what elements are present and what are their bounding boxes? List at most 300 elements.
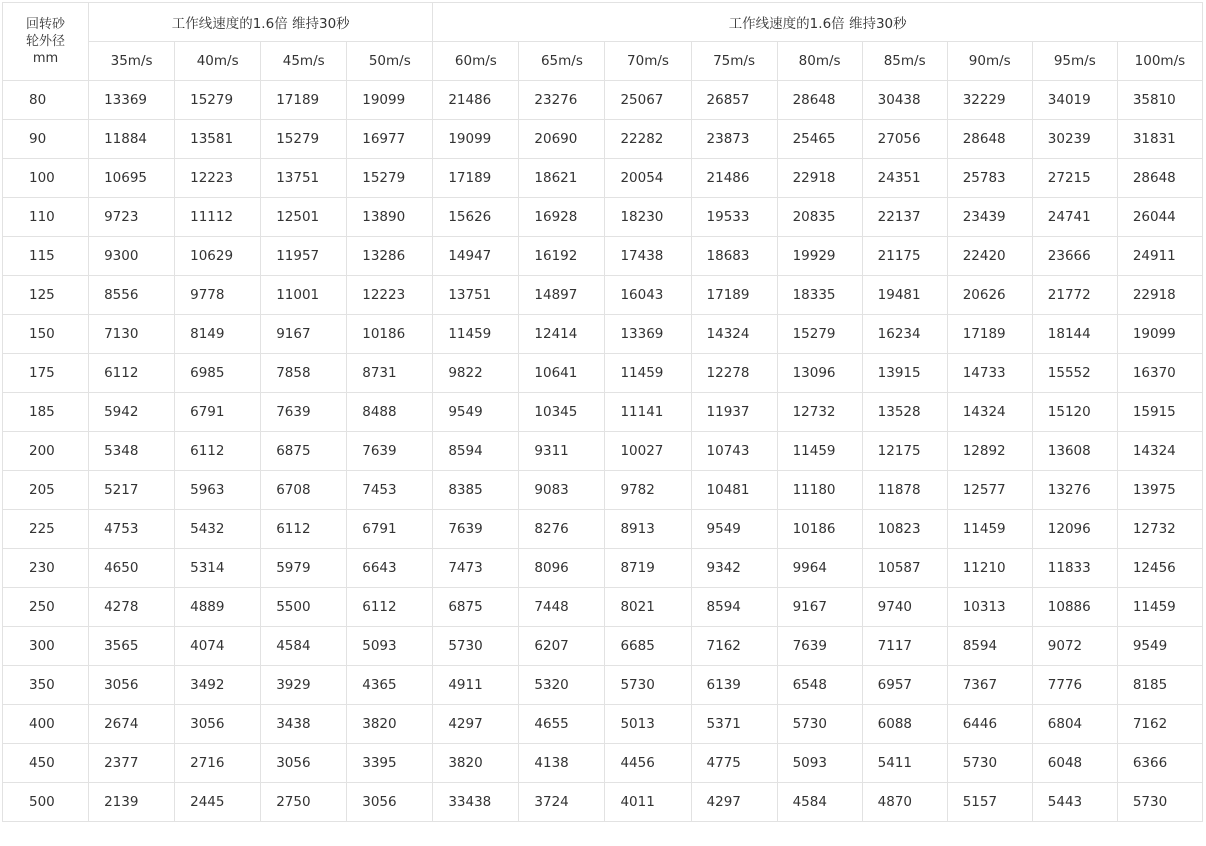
speed-header-11: 95m/s <box>1032 42 1117 81</box>
value-cell: 11459 <box>605 354 691 393</box>
value-cell: 6804 <box>1032 705 1117 744</box>
value-cell: 6875 <box>433 588 519 627</box>
value-cell: 9167 <box>777 588 862 627</box>
value-cell: 6088 <box>862 705 947 744</box>
value-cell: 19099 <box>1117 315 1202 354</box>
value-cell: 10743 <box>691 432 777 471</box>
value-cell: 10886 <box>1032 588 1117 627</box>
value-cell: 5371 <box>691 705 777 744</box>
diameter-cell: 200 <box>3 432 89 471</box>
speed-header-8: 80m/s <box>777 42 862 81</box>
value-cell: 3565 <box>89 627 175 666</box>
value-cell: 7858 <box>261 354 347 393</box>
value-cell: 5432 <box>175 510 261 549</box>
value-cell: 22137 <box>862 198 947 237</box>
value-cell: 7367 <box>947 666 1032 705</box>
value-cell: 5730 <box>1117 783 1202 822</box>
value-cell: 11001 <box>261 276 347 315</box>
value-cell: 4775 <box>691 744 777 783</box>
value-cell: 10345 <box>519 393 605 432</box>
value-cell: 13096 <box>777 354 862 393</box>
diameter-cell: 80 <box>3 81 89 120</box>
value-cell: 13528 <box>862 393 947 432</box>
value-cell: 12223 <box>175 159 261 198</box>
value-cell: 24741 <box>1032 198 1117 237</box>
value-cell: 9549 <box>433 393 519 432</box>
value-cell: 5013 <box>605 705 691 744</box>
value-cell: 13915 <box>862 354 947 393</box>
value-cell: 16043 <box>605 276 691 315</box>
value-cell: 4584 <box>261 627 347 666</box>
value-cell: 12501 <box>261 198 347 237</box>
value-cell: 5963 <box>175 471 261 510</box>
value-cell: 31831 <box>1117 120 1202 159</box>
value-cell: 20054 <box>605 159 691 198</box>
value-cell: 11937 <box>691 393 777 432</box>
value-cell: 10481 <box>691 471 777 510</box>
value-cell: 5348 <box>89 432 175 471</box>
value-cell: 6548 <box>777 666 862 705</box>
value-cell: 2377 <box>89 744 175 783</box>
table-row <box>3 81 1203 120</box>
table-row <box>3 237 1203 276</box>
value-cell: 20690 <box>519 120 605 159</box>
value-cell: 19929 <box>777 237 862 276</box>
value-cell: 11112 <box>175 198 261 237</box>
value-cell: 9300 <box>89 237 175 276</box>
value-cell: 8594 <box>947 627 1032 666</box>
value-cell: 9782 <box>605 471 691 510</box>
diameter-cell: 125 <box>3 276 89 315</box>
value-cell: 9083 <box>519 471 605 510</box>
value-cell: 16192 <box>519 237 605 276</box>
value-cell: 12278 <box>691 354 777 393</box>
value-cell: 4365 <box>347 666 433 705</box>
value-cell: 3438 <box>261 705 347 744</box>
value-cell: 4584 <box>777 783 862 822</box>
table-row <box>3 705 1203 744</box>
value-cell: 16928 <box>519 198 605 237</box>
value-cell: 6446 <box>947 705 1032 744</box>
diameter-cell: 110 <box>3 198 89 237</box>
value-cell: 13276 <box>1032 471 1117 510</box>
value-cell: 18230 <box>605 198 691 237</box>
value-cell: 8594 <box>691 588 777 627</box>
value-cell: 6957 <box>862 666 947 705</box>
value-cell: 4138 <box>519 744 605 783</box>
table-body <box>3 81 1203 822</box>
value-cell: 5157 <box>947 783 1032 822</box>
value-cell: 20626 <box>947 276 1032 315</box>
value-cell: 8913 <box>605 510 691 549</box>
table-row <box>3 315 1203 354</box>
value-cell: 14733 <box>947 354 1032 393</box>
value-cell: 18683 <box>691 237 777 276</box>
value-cell: 14324 <box>1117 432 1202 471</box>
diameter-cell: 100 <box>3 159 89 198</box>
value-cell: 7453 <box>347 471 433 510</box>
value-cell: 3056 <box>89 666 175 705</box>
table-row <box>3 276 1203 315</box>
value-cell: 6112 <box>347 588 433 627</box>
value-cell: 8021 <box>605 588 691 627</box>
speed-header-7: 75m/s <box>691 42 777 81</box>
value-cell: 6875 <box>261 432 347 471</box>
diameter-cell: 225 <box>3 510 89 549</box>
value-cell: 5320 <box>519 666 605 705</box>
value-cell: 6207 <box>519 627 605 666</box>
value-cell: 15552 <box>1032 354 1117 393</box>
value-cell: 5979 <box>261 549 347 588</box>
speed-header-0: 35m/s <box>89 42 175 81</box>
diameter-column-header <box>3 3 89 81</box>
value-cell: 30438 <box>862 81 947 120</box>
value-cell: 8719 <box>605 549 691 588</box>
value-cell: 21486 <box>433 81 519 120</box>
value-cell: 5093 <box>347 627 433 666</box>
value-cell: 18144 <box>1032 315 1117 354</box>
value-cell: 8488 <box>347 393 433 432</box>
value-cell: 7639 <box>261 393 347 432</box>
speed-table-container <box>2 2 1203 822</box>
value-cell: 26857 <box>691 81 777 120</box>
value-cell: 6048 <box>1032 744 1117 783</box>
value-cell: 3929 <box>261 666 347 705</box>
value-cell: 5314 <box>175 549 261 588</box>
value-cell: 24351 <box>862 159 947 198</box>
value-cell: 25783 <box>947 159 1032 198</box>
value-cell: 16234 <box>862 315 947 354</box>
value-cell: 17189 <box>261 81 347 120</box>
value-cell: 8594 <box>433 432 519 471</box>
value-cell: 26044 <box>1117 198 1202 237</box>
value-cell: 15279 <box>261 120 347 159</box>
value-cell: 19099 <box>347 81 433 120</box>
value-cell: 13608 <box>1032 432 1117 471</box>
value-cell: 11459 <box>1117 588 1202 627</box>
table-row <box>3 588 1203 627</box>
value-cell: 2750 <box>261 783 347 822</box>
value-cell: 8556 <box>89 276 175 315</box>
value-cell: 3820 <box>433 744 519 783</box>
value-cell: 6791 <box>175 393 261 432</box>
value-cell: 21486 <box>691 159 777 198</box>
value-cell: 15279 <box>175 81 261 120</box>
value-cell: 12223 <box>347 276 433 315</box>
value-cell: 13581 <box>175 120 261 159</box>
value-cell: 9167 <box>261 315 347 354</box>
value-cell: 11459 <box>947 510 1032 549</box>
value-cell: 5217 <box>89 471 175 510</box>
value-cell: 8149 <box>175 315 261 354</box>
table-row <box>3 744 1203 783</box>
table-row <box>3 120 1203 159</box>
corner-line-1: 回转砂 <box>26 17 66 32</box>
diameter-cell: 300 <box>3 627 89 666</box>
value-cell: 19533 <box>691 198 777 237</box>
value-cell: 9723 <box>89 198 175 237</box>
speed-header-2: 45m/s <box>261 42 347 81</box>
value-cell: 14897 <box>519 276 605 315</box>
value-cell: 19099 <box>433 120 519 159</box>
value-cell: 11459 <box>777 432 862 471</box>
value-cell: 21175 <box>862 237 947 276</box>
value-cell: 6643 <box>347 549 433 588</box>
table-row <box>3 627 1203 666</box>
speed-header-3: 50m/s <box>347 42 433 81</box>
value-cell: 20835 <box>777 198 862 237</box>
value-cell: 35810 <box>1117 81 1202 120</box>
value-cell: 10313 <box>947 588 1032 627</box>
value-cell: 8096 <box>519 549 605 588</box>
value-cell: 13286 <box>347 237 433 276</box>
value-cell: 11957 <box>261 237 347 276</box>
speed-header-4: 60m/s <box>433 42 519 81</box>
value-cell: 30239 <box>1032 120 1117 159</box>
value-cell: 4074 <box>175 627 261 666</box>
value-cell: 25465 <box>777 120 862 159</box>
value-cell: 4297 <box>691 783 777 822</box>
value-cell: 4456 <box>605 744 691 783</box>
speed-header-10: 90m/s <box>947 42 1032 81</box>
diameter-cell: 230 <box>3 549 89 588</box>
value-cell: 12414 <box>519 315 605 354</box>
diameter-cell: 185 <box>3 393 89 432</box>
value-cell: 5443 <box>1032 783 1117 822</box>
value-cell: 5730 <box>947 744 1032 783</box>
value-cell: 4889 <box>175 588 261 627</box>
value-cell: 25067 <box>605 81 691 120</box>
value-cell: 22282 <box>605 120 691 159</box>
value-cell: 12892 <box>947 432 1032 471</box>
speed-header-9: 85m/s <box>862 42 947 81</box>
value-cell: 9778 <box>175 276 261 315</box>
value-cell: 17438 <box>605 237 691 276</box>
value-cell: 6112 <box>175 432 261 471</box>
diameter-cell: 250 <box>3 588 89 627</box>
diameter-cell: 450 <box>3 744 89 783</box>
value-cell: 9072 <box>1032 627 1117 666</box>
value-cell: 15279 <box>347 159 433 198</box>
table-row <box>3 198 1203 237</box>
value-cell: 9549 <box>1117 627 1202 666</box>
value-cell: 28648 <box>777 81 862 120</box>
value-cell: 6112 <box>89 354 175 393</box>
value-cell: 22420 <box>947 237 1032 276</box>
value-cell: 28648 <box>1117 159 1202 198</box>
value-cell: 3395 <box>347 744 433 783</box>
table-row <box>3 510 1203 549</box>
value-cell: 12732 <box>1117 510 1202 549</box>
value-cell: 7162 <box>691 627 777 666</box>
value-cell: 3820 <box>347 705 433 744</box>
value-cell: 8731 <box>347 354 433 393</box>
diameter-cell: 350 <box>3 666 89 705</box>
value-cell: 10695 <box>89 159 175 198</box>
speed-header-12: 100m/s <box>1117 42 1202 81</box>
value-cell: 16370 <box>1117 354 1202 393</box>
value-cell: 11180 <box>777 471 862 510</box>
value-cell: 12096 <box>1032 510 1117 549</box>
diameter-cell: 500 <box>3 783 89 822</box>
value-cell: 15915 <box>1117 393 1202 432</box>
value-cell: 18335 <box>777 276 862 315</box>
value-cell: 8276 <box>519 510 605 549</box>
value-cell: 13890 <box>347 198 433 237</box>
value-cell: 4297 <box>433 705 519 744</box>
diameter-cell: 205 <box>3 471 89 510</box>
value-cell: 7639 <box>777 627 862 666</box>
value-cell: 13369 <box>605 315 691 354</box>
speed-header-6: 70m/s <box>605 42 691 81</box>
value-cell: 23276 <box>519 81 605 120</box>
value-cell: 9740 <box>862 588 947 627</box>
value-cell: 19481 <box>862 276 947 315</box>
value-cell: 11878 <box>862 471 947 510</box>
value-cell: 10587 <box>862 549 947 588</box>
table-header <box>3 3 1203 81</box>
value-cell: 23873 <box>691 120 777 159</box>
value-cell: 32229 <box>947 81 1032 120</box>
value-cell: 14324 <box>691 315 777 354</box>
value-cell: 7776 <box>1032 666 1117 705</box>
corner-line-3: mm <box>32 51 59 66</box>
value-cell: 4650 <box>89 549 175 588</box>
value-cell: 2716 <box>175 744 261 783</box>
header-row-groups <box>3 3 1203 42</box>
value-cell: 3056 <box>261 744 347 783</box>
value-cell: 13751 <box>261 159 347 198</box>
value-cell: 12456 <box>1117 549 1202 588</box>
value-cell: 7130 <box>89 315 175 354</box>
value-cell: 9549 <box>691 510 777 549</box>
diameter-cell: 175 <box>3 354 89 393</box>
value-cell: 17189 <box>947 315 1032 354</box>
value-cell: 4655 <box>519 705 605 744</box>
value-cell: 4278 <box>89 588 175 627</box>
value-cell: 27215 <box>1032 159 1117 198</box>
value-cell: 5500 <box>261 588 347 627</box>
value-cell: 4911 <box>433 666 519 705</box>
value-cell: 28648 <box>947 120 1032 159</box>
value-cell: 6985 <box>175 354 261 393</box>
value-cell: 17189 <box>433 159 519 198</box>
value-cell: 4753 <box>89 510 175 549</box>
group-header-left: 工作线速度的1.6倍 维持30秒 <box>89 3 433 42</box>
value-cell: 12577 <box>947 471 1032 510</box>
table-row <box>3 432 1203 471</box>
diameter-cell: 90 <box>3 120 89 159</box>
value-cell: 17189 <box>691 276 777 315</box>
value-cell: 10823 <box>862 510 947 549</box>
value-cell: 10629 <box>175 237 261 276</box>
value-cell: 12175 <box>862 432 947 471</box>
value-cell: 7117 <box>862 627 947 666</box>
table-row <box>3 354 1203 393</box>
value-cell: 13369 <box>89 81 175 120</box>
value-cell: 2674 <box>89 705 175 744</box>
value-cell: 7639 <box>433 510 519 549</box>
value-cell: 2139 <box>89 783 175 822</box>
value-cell: 34019 <box>1032 81 1117 120</box>
value-cell: 24911 <box>1117 237 1202 276</box>
value-cell: 11210 <box>947 549 1032 588</box>
value-cell: 7473 <box>433 549 519 588</box>
value-cell: 5730 <box>605 666 691 705</box>
value-cell: 5093 <box>777 744 862 783</box>
table-row <box>3 393 1203 432</box>
value-cell: 21772 <box>1032 276 1117 315</box>
value-cell: 2445 <box>175 783 261 822</box>
value-cell: 18621 <box>519 159 605 198</box>
value-cell: 14947 <box>433 237 519 276</box>
value-cell: 6112 <box>261 510 347 549</box>
value-cell: 5411 <box>862 744 947 783</box>
value-cell: 6139 <box>691 666 777 705</box>
value-cell: 3724 <box>519 783 605 822</box>
value-cell: 5730 <box>777 705 862 744</box>
value-cell: 13975 <box>1117 471 1202 510</box>
value-cell: 14324 <box>947 393 1032 432</box>
value-cell: 7162 <box>1117 705 1202 744</box>
value-cell: 11833 <box>1032 549 1117 588</box>
value-cell: 3056 <box>347 783 433 822</box>
value-cell: 10186 <box>777 510 862 549</box>
value-cell: 22918 <box>777 159 862 198</box>
value-cell: 9964 <box>777 549 862 588</box>
value-cell: 23439 <box>947 198 1032 237</box>
table-row <box>3 159 1203 198</box>
value-cell: 9822 <box>433 354 519 393</box>
value-cell: 3492 <box>175 666 261 705</box>
value-cell: 22918 <box>1117 276 1202 315</box>
value-cell: 15626 <box>433 198 519 237</box>
value-cell: 6685 <box>605 627 691 666</box>
value-cell: 33438 <box>433 783 519 822</box>
table-row <box>3 549 1203 588</box>
value-cell: 6708 <box>261 471 347 510</box>
speed-header-5: 65m/s <box>519 42 605 81</box>
value-cell: 5730 <box>433 627 519 666</box>
value-cell: 9342 <box>691 549 777 588</box>
value-cell: 27056 <box>862 120 947 159</box>
value-cell: 9311 <box>519 432 605 471</box>
value-cell: 10186 <box>347 315 433 354</box>
value-cell: 11459 <box>433 315 519 354</box>
value-cell: 13751 <box>433 276 519 315</box>
value-cell: 15279 <box>777 315 862 354</box>
value-cell: 6791 <box>347 510 433 549</box>
value-cell: 11884 <box>89 120 175 159</box>
diameter-cell: 115 <box>3 237 89 276</box>
table-row <box>3 783 1203 822</box>
table-row <box>3 471 1203 510</box>
diameter-cell: 150 <box>3 315 89 354</box>
value-cell: 8185 <box>1117 666 1202 705</box>
value-cell: 7639 <box>347 432 433 471</box>
value-cell: 8385 <box>433 471 519 510</box>
value-cell: 11141 <box>605 393 691 432</box>
value-cell: 16977 <box>347 120 433 159</box>
value-cell: 4011 <box>605 783 691 822</box>
value-cell: 12732 <box>777 393 862 432</box>
value-cell: 10027 <box>605 432 691 471</box>
value-cell: 4870 <box>862 783 947 822</box>
speed-header-1: 40m/s <box>175 42 261 81</box>
value-cell: 5942 <box>89 393 175 432</box>
group-header-right: 工作线速度的1.6倍 维持30秒 <box>433 3 1203 42</box>
value-cell: 10641 <box>519 354 605 393</box>
